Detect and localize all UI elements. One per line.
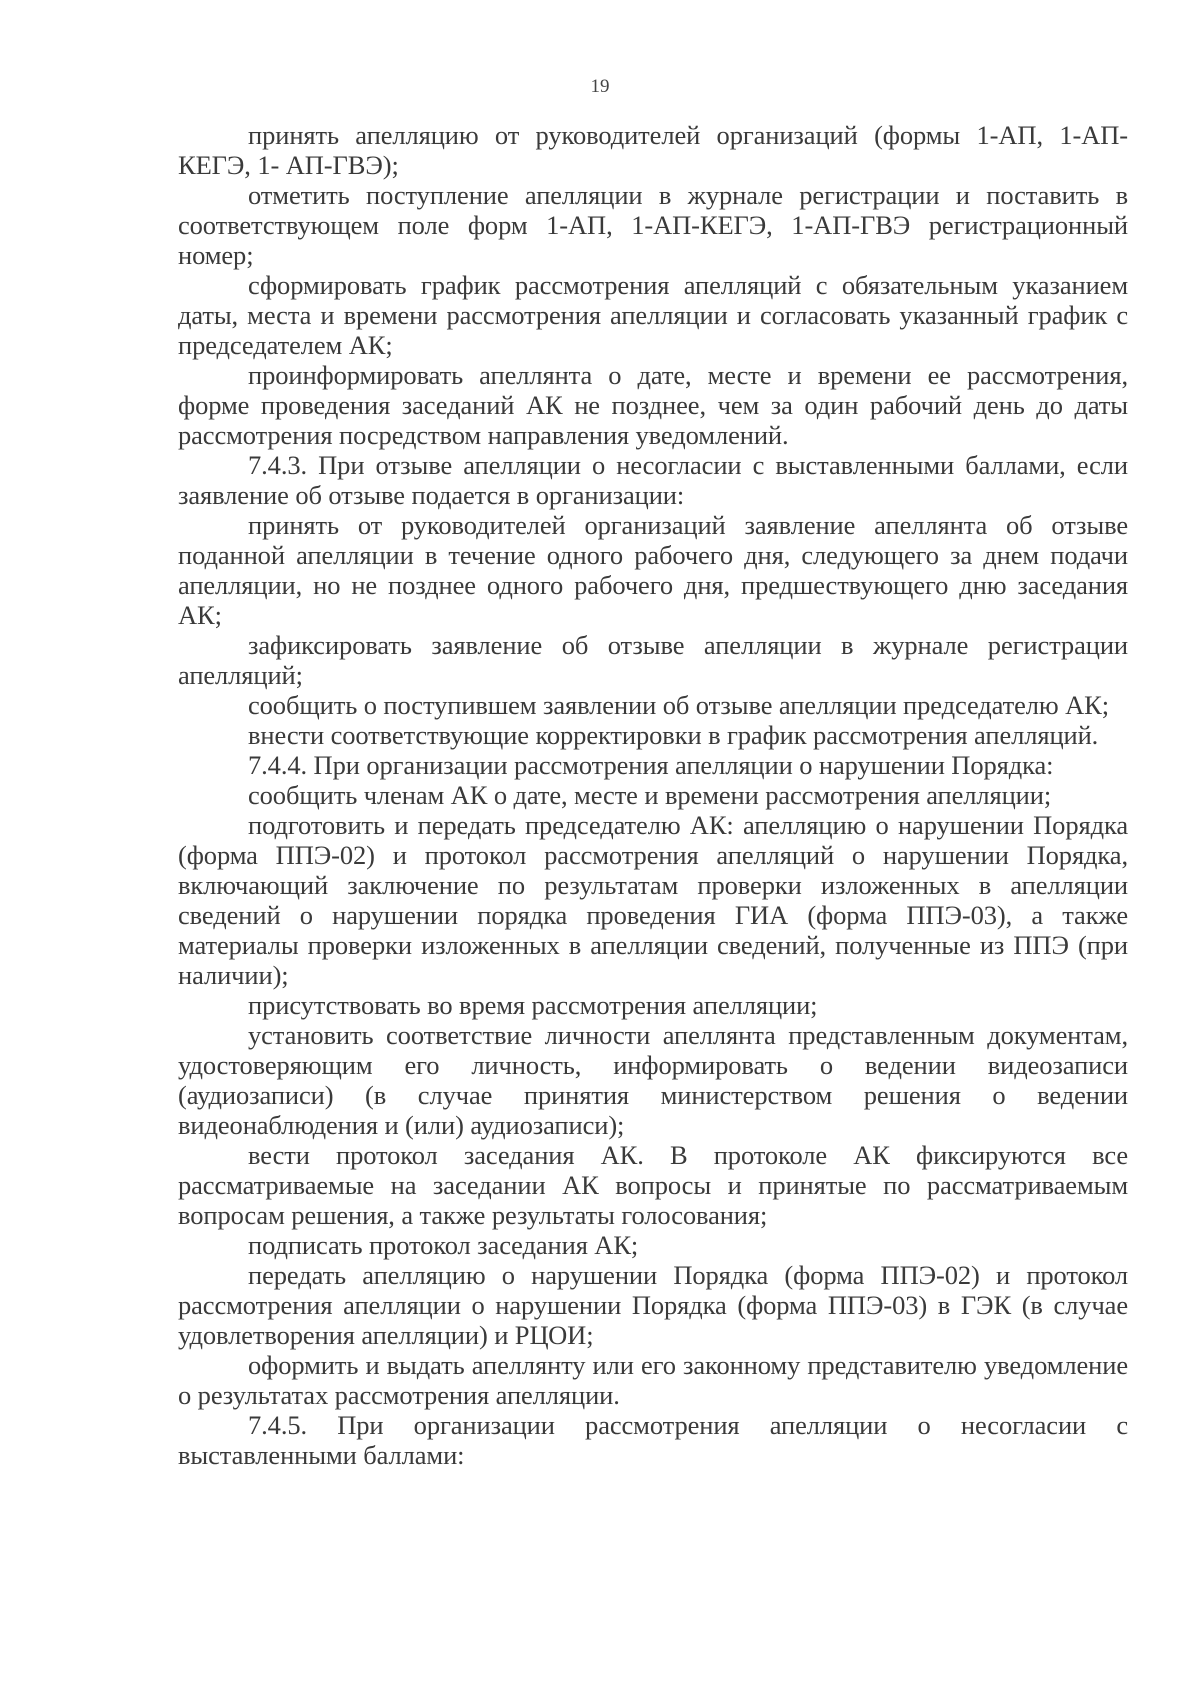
paragraph: отметить поступление апелляции в журнале регистрации и поставить в соответствующем поле форм 1-АП, 1-АП-КЕГЭ, 1-АП-ГВЭ регистрационный номер; (178, 180, 1128, 270)
paragraph: внести соответствующие корректировки в график рассмотрения апелляций. (248, 720, 1099, 750)
paragraph: передать апелляцию о нарушении Порядка (форма ППЭ-02) и протокол рассмотрения апелляции о нарушении Порядка (форма ППЭ-03) в ГЭК (в случае удовлетворения апелляции) и РЦОИ; (178, 1260, 1128, 1350)
paragraph: присутствовать во время рассмотрения апелляции; (248, 990, 818, 1020)
paragraph: оформить и выдать апеллянту или его законному представителю уведомление о результатах рассмотрения апелляции. (178, 1350, 1128, 1410)
paragraph: принять апелляцию от руководителей организаций (формы 1-АП, 1-АП-КЕГЭ, 1- АП-ГВЭ); (178, 120, 1128, 180)
paragraph: сообщить членам АК о дате, месте и времени рассмотрения апелляции; (248, 780, 1052, 810)
paragraph: подписать протокол заседания АК; (248, 1230, 639, 1260)
paragraph: сформировать график рассмотрения апелляций с обязательным указанием даты, места и времени рассмотрения апелляции и согласовать указанный график с председателем АК; (178, 270, 1128, 360)
paragraph: сообщить о поступившем заявлении об отзыве апелляции председателю АК; (248, 690, 1110, 720)
paragraph: установить соответствие личности апеллянта представленным документам, удостоверяющим его личность, информировать о ведении видеозаписи (аудиозаписи) (в случае принятия министерством решения о ведении видеонаблюдения и (или) аудиозаписи); (178, 1020, 1128, 1140)
section-heading-7-4-5: 7.4.5. При организации рассмотрения апелляции о несогласии с выставленными баллами: (178, 1410, 1128, 1470)
document-body (178, 120, 1128, 1470)
paragraph: подготовить и передать председателю АК: апелляцию о нарушении Порядка (форма ППЭ-02) и протокол рассмотрения апелляций о нарушении Порядка, включающий заключение по результатам проверки изложенных в апелляции сведений о нарушении порядка проведения ГИА (форма ППЭ-03), а также материалы проверки изложенных в апелляции сведений, полученные из ППЭ (при наличии); (178, 810, 1128, 990)
page-number: 19 (590, 76, 610, 97)
section-heading-7-4-3: 7.4.3. При отзыве апелляции о несогласии с выставленными баллами, если заявление об отзыве подается в организации: (178, 450, 1128, 510)
paragraph: зафиксировать заявление об отзыве апелляции в журнале регистрации апелляций; (178, 630, 1128, 690)
paragraph: принять от руководителей организаций заявление апеллянта об отзыве поданной апелляции в течение одного рабочего дня, следующего за днем подачи апелляции, но не позднее одного рабочего дня, предшествующего дню заседания АК; (178, 510, 1128, 630)
paragraph: проинформировать апеллянта о дате, месте и времени ее рассмотрения, форме проведения заседаний АК не позднее, чем за один рабочий день до даты рассмотрения посредством направления уведомлений. (178, 360, 1128, 450)
paragraph: вести протокол заседания АК. В протоколе АК фиксируются все рассматриваемые на заседании АК вопросы и принятые по рассматриваемым вопросам решения, а также результаты голосования; (178, 1140, 1128, 1230)
section-heading-7-4-4: 7.4.4. При организации рассмотрения апелляции о нарушении Порядка: (248, 750, 1054, 780)
